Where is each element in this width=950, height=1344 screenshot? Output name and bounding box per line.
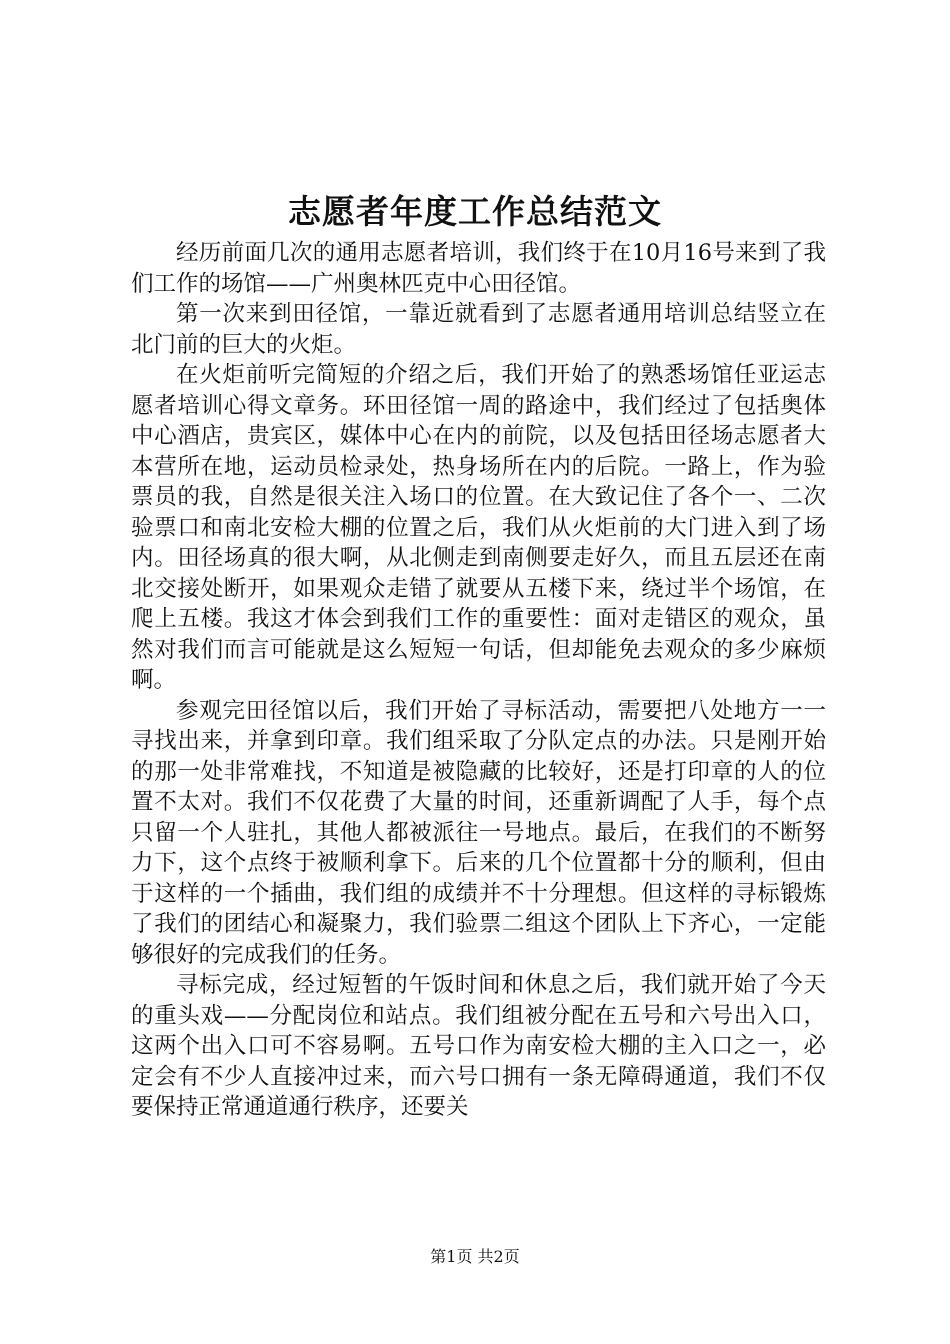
paragraph: 在火炬前听完简短的介绍之后，我们开始了的熟悉场馆任亚运志愿者培训心得文章务。环田径馆一周的路途中，我们经过了包括奥体中心酒店，贵宾区，媒体中心在内的前院，以及包括田径场志愿者大本营所在地，运动员检录处，热身场所在内的后院。一路上，作为验票员的我，自然是很关注入场口的位置。在大致记住了各个一、二次验票口和南北安检大棚的位置之后，我们从火炬前的大门进入到了场内。田径场真的很大啊，从北侧走到南侧要走好久，而且五层还在南北交接处断开，如果观众走错了就要从五楼下来，绕过半个场馆，在爬上五楼。我这才体会到我们工作的重要性：面对走错区的观众，虽然对我们而言可能就是这么短短一句话，但却能免去观众的多少麻烦啊。: [131, 362, 826, 693]
document-body: [131, 238, 826, 1123]
paragraph: 参观完田径馆以后，我们开始了寻标活动，需要把八处地方一一寻找出来，并拿到印章。我们组采取了分队定点的办法。只是刚开始的那一处非常难找，不知道是被隐藏的比较好，还是打印章的人的位置不太对。我们不仅花费了大量的时间，还重新调配了人手，每个点只留一个人驻扎，其他人都被派往一号地点。最后，在我们的不断努力下，这个点终于被顺利拿下。后来的几个位置都十分的顺利，但由于这样的一个插曲，我们组的成绩并不十分理想。但这样的寻标锻炼了我们的团结心和凝聚力，我们验票二组这个团队上下齐心，一定能够很好的完成我们的任务。: [131, 697, 826, 968]
page-number-footer: 第1页 共2页: [430, 1247, 520, 1266]
paragraph: 经历前面几次的通用志愿者培训，我们终于在10月16号来到了我们工作的场馆——广州奥林匹克中心田径馆。: [131, 240, 826, 297]
paragraph: 寻标完成，经过短暂的午饭时间和休息之后，我们就开始了今天的重头戏——分配岗位和站点。我们组被分配在五号和六号出入口，这两个出入口可不容易啊。五号口作为南安检大棚的主入口之一，必定会有不少人直接冲过来，而六号口拥有一条无障碍通道，我们不仅要保持正常通道通行秩序，还要关: [131, 972, 826, 1120]
paragraph: 第一次来到田径馆，一靠近就看到了志愿者通用培训总结竖立在北门前的巨大的火炬。: [131, 301, 826, 358]
document-title: 志愿者年度工作总结范文: [288, 192, 662, 231]
